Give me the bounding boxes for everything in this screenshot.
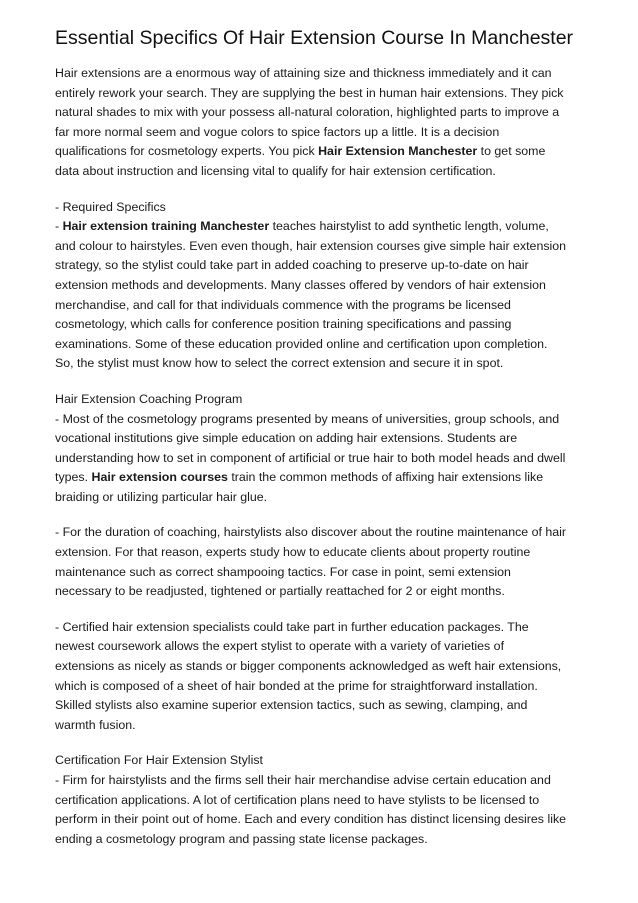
certification-section (55, 751, 595, 849)
text-line (55, 237, 595, 257)
text-run: perform in their point out of home. Each and every condition has distinct licensing desires like (55, 812, 567, 827)
maintenance-paragraph (55, 523, 595, 601)
text-run: teaches hairstylist to add synthetic length, volume, (269, 219, 549, 234)
text-run: necessary to be readjusted, tightened or partially reattached for 2 or eight months. (55, 584, 505, 599)
text-run: So, the stylist must know how to select the correct extension and secure it in spot. (55, 356, 504, 371)
text-run: Hair Extension Coaching Program (55, 391, 243, 406)
document-page (55, 26, 595, 865)
text-run: strategy, so the stylist could take part in added coaching to preserve up-to-date on hair (55, 258, 529, 273)
text-line (55, 810, 595, 830)
text-run: to get some (477, 144, 546, 159)
text-line (55, 410, 595, 430)
text-run: - Certified hair extension specialists could take part in further education packages. The (55, 619, 529, 634)
text-line (55, 523, 595, 543)
required-specifics-section (55, 198, 595, 374)
text-run: maintenance such as correct shampooing tactics. For case in point, semi extension (55, 564, 511, 579)
text-run: types. (55, 470, 92, 485)
text-run: braiding or utilizing particular hair glue. (55, 489, 268, 504)
text-line (55, 449, 595, 469)
text-line (55, 468, 595, 488)
text-line (55, 429, 595, 449)
text-run: understanding how to set in component of artificial or true hair to both model heads and dwell (55, 450, 566, 465)
text-line (55, 162, 595, 182)
text-run: ending a cosmetology program and passing state license packages. (55, 831, 428, 846)
text-run: Skilled stylists also examine superior extension tactics, such as sewing, clamping, and (55, 698, 528, 713)
text-run: extensions as nicely as stands or bigger components acknowledged as weft hair extensions, (55, 659, 562, 674)
text-line (55, 256, 595, 276)
text-line (55, 791, 595, 811)
text-run: newest coursework allows the expert stylist to operate with a variety of varieties of (55, 639, 505, 654)
text-line (55, 563, 595, 583)
text-run: certification applications. A lot of certification plans need to have stylists to be licensed to (55, 792, 540, 807)
text-run: - Firm for hairstylists and the firms sell their hair merchandise advise certain education and (55, 773, 551, 787)
text-line (55, 582, 595, 602)
specialists-paragraph (55, 618, 595, 736)
coaching-program-section (55, 390, 595, 508)
text-line (55, 335, 595, 355)
text-run: - For the duration of coaching, hairstylists also discover about the routine maintenance of hair (55, 525, 567, 540)
text-line (55, 390, 595, 410)
text-line (55, 618, 595, 638)
text-line (55, 751, 595, 771)
text-run: qualifications for cosmetology experts. You pick (55, 144, 319, 159)
text-run: and colour to hairstyles. Even even though, hair extension courses give simple hair extension (55, 238, 567, 253)
text-run: examinations. Some of these education provided online and certification upon completion. (55, 336, 548, 351)
text-run: extension. For that reason, experts study how to educate clients about property routine (55, 545, 531, 560)
text-line (55, 830, 595, 850)
text-line (55, 198, 595, 218)
text-line (55, 696, 595, 716)
text-run: cosmetology, which calls for conference position training specifications and passing (55, 317, 512, 332)
document-body (55, 64, 595, 849)
page-title: Essential Specifics Of Hair Extension Course In Manchester (55, 27, 574, 49)
text-run: vocational institutions give simple education on adding hair extensions. Students are (55, 431, 518, 446)
text-line (55, 488, 595, 508)
text-line (55, 123, 595, 143)
intro-paragraph (55, 64, 595, 182)
text-run: natural shades to mix with your possess all-natural coloration, highlighted parts to improve a (55, 105, 560, 120)
text-line (55, 354, 595, 374)
text-run: data about instruction and licensing vital to qualify for hair extension certification. (55, 163, 496, 178)
text-line (55, 64, 595, 84)
text-line (55, 716, 595, 736)
text-line (55, 637, 595, 657)
text-run: extension methods and developments. Many classes offered by vendors of hair extension (55, 277, 546, 292)
text-line (55, 84, 595, 104)
text-run: train the common methods of affixing hair extensions like (227, 470, 544, 485)
text-run: merchandise, and call for that individuals commence with the programs be licensed (55, 297, 511, 312)
text-line (55, 657, 595, 677)
bold-keyword: Hair extension courses (91, 470, 228, 485)
text-line (55, 677, 595, 697)
text-line (55, 543, 595, 563)
text-line (55, 771, 595, 791)
text-run: - (55, 219, 63, 234)
text-run: warmth fusion. (55, 717, 136, 732)
text-run: - Required Specifics (55, 199, 166, 214)
text-line (55, 217, 595, 237)
text-line (55, 142, 595, 162)
text-line (55, 296, 595, 316)
text-run: far more normal seem and vogue colors to spice factors up a little. It is a decision (55, 124, 500, 139)
text-run: which is composed of a sheet of hair bonded at the prime for straightforward installation. (55, 678, 538, 693)
text-run: Hair extensions are a enormous way of attaining size and thickness immediately and it can (55, 66, 552, 80)
text-run: - Most of the cosmetology programs presented by means of universities, group schools, and (55, 411, 560, 426)
text-line (55, 103, 595, 123)
text-line (55, 315, 595, 335)
bold-keyword: Hair extension training Manchester (62, 219, 270, 234)
text-run: entirely rework your search. They are supplying the best in human hair extensions. They pick (55, 85, 564, 100)
text-line (55, 276, 595, 296)
text-run: Certification For Hair Extension Stylist (55, 753, 263, 768)
bold-keyword: Hair Extension Manchester (318, 144, 478, 159)
